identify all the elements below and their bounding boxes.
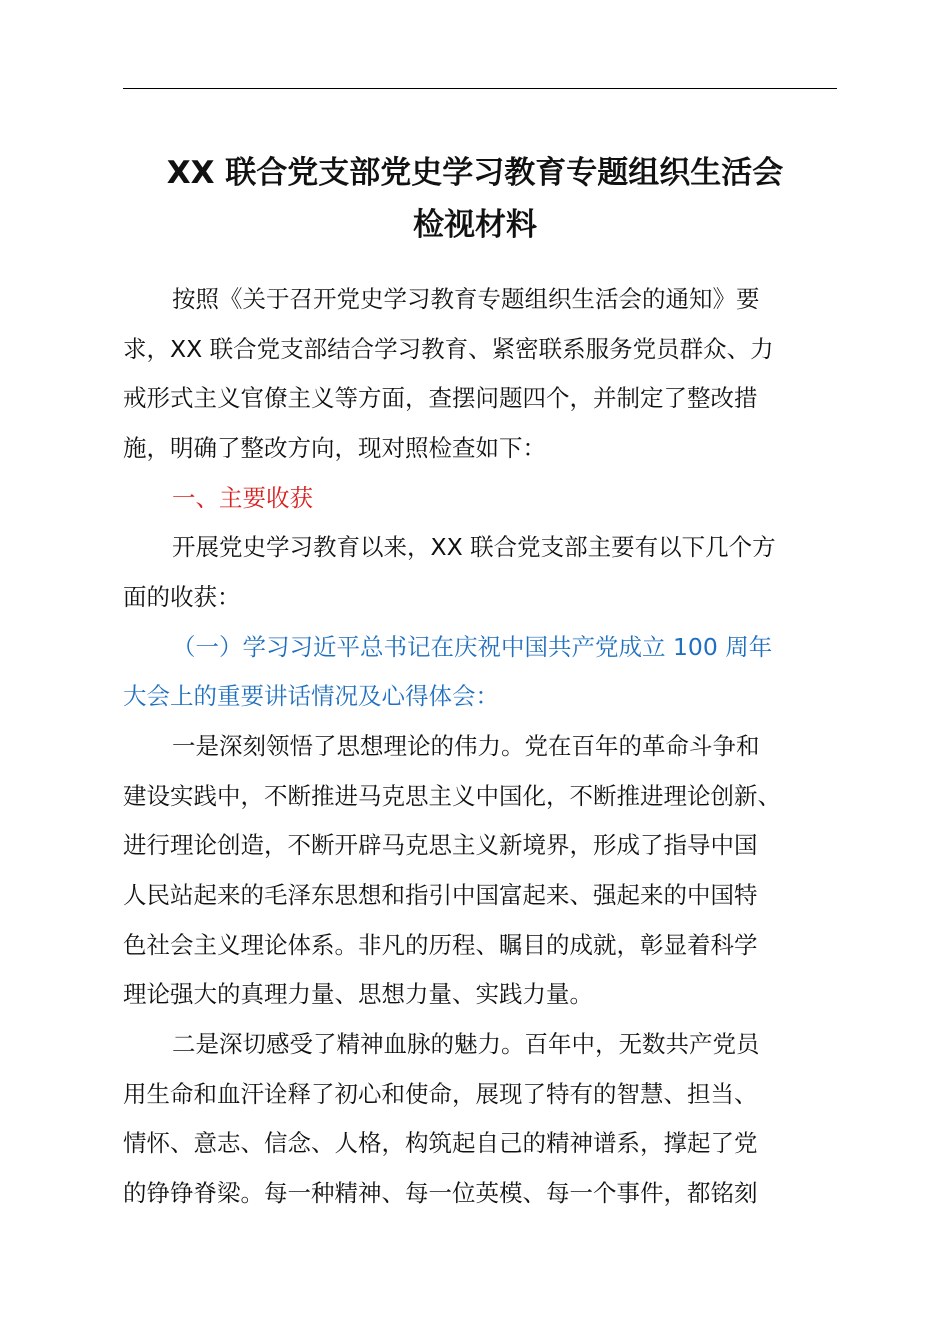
paragraph-line: 建设实践中，不断推进马克思主义中国化，不断推进理论创新、: [123, 782, 781, 810]
intro-line: 按照《关于召开党史学习教育专题组织生活会的通知》要: [172, 285, 760, 313]
paragraph-line: 理论强大的真理力量、思想力量、实践力量。: [123, 980, 593, 1008]
paragraph-line: 色社会主义理论体系。非凡的历程、瞩目的成就，彰显着科学: [123, 931, 758, 959]
section-heading-main-gains: 一、主要收获: [172, 484, 313, 512]
paragraph-line: 人民站起来的毛泽东思想和指引中国富起来、强起来的中国特: [123, 881, 758, 909]
subheading-line: 大会上的重要讲话情况及心得体会：: [123, 682, 499, 710]
header-rule: [123, 88, 837, 89]
paragraph-line: 用生命和血汗诠释了初心和使命，展现了特有的智慧、担当、: [123, 1080, 758, 1108]
intro-line: 戒形式主义官僚主义等方面，查摆问题四个，并制定了整改措: [123, 384, 758, 412]
document-title-line-2: 检视材料: [413, 207, 537, 243]
subheading-line: （一）学习习近平总书记在庆祝中国共产党成立 100 周年: [172, 633, 773, 661]
intro-line: 施，明确了整改方向，现对照检查如下：: [123, 434, 546, 462]
paragraph-line: 二是深切感受了精神血脉的魅力。百年中，无数共产党员: [172, 1030, 760, 1058]
section-intro-line: 面的收获：: [123, 583, 241, 611]
paragraph-line: 情怀、意志、信念、人格，构筑起自己的精神谱系，撑起了党: [123, 1129, 758, 1157]
paragraph-line: 的铮铮脊梁。每一种精神、每一位英模、每一个事件，都铭刻: [123, 1179, 758, 1207]
intro-line: 求，XX 联合党支部结合学习教育、紧密联系服务党员群众、力: [123, 335, 774, 363]
section-intro-line: 开展党史学习教育以来，XX 联合党支部主要有以下几个方: [172, 533, 776, 561]
document-title-line-1: XX 联合党支部党史学习教育专题组织生活会: [166, 155, 784, 191]
paragraph-line: 一是深刻领悟了思想理论的伟力。党在百年的革命斗争和: [172, 732, 760, 760]
paragraph-line: 进行理论创造，不断开辟马克思主义新境界，形成了指导中国: [123, 831, 758, 859]
